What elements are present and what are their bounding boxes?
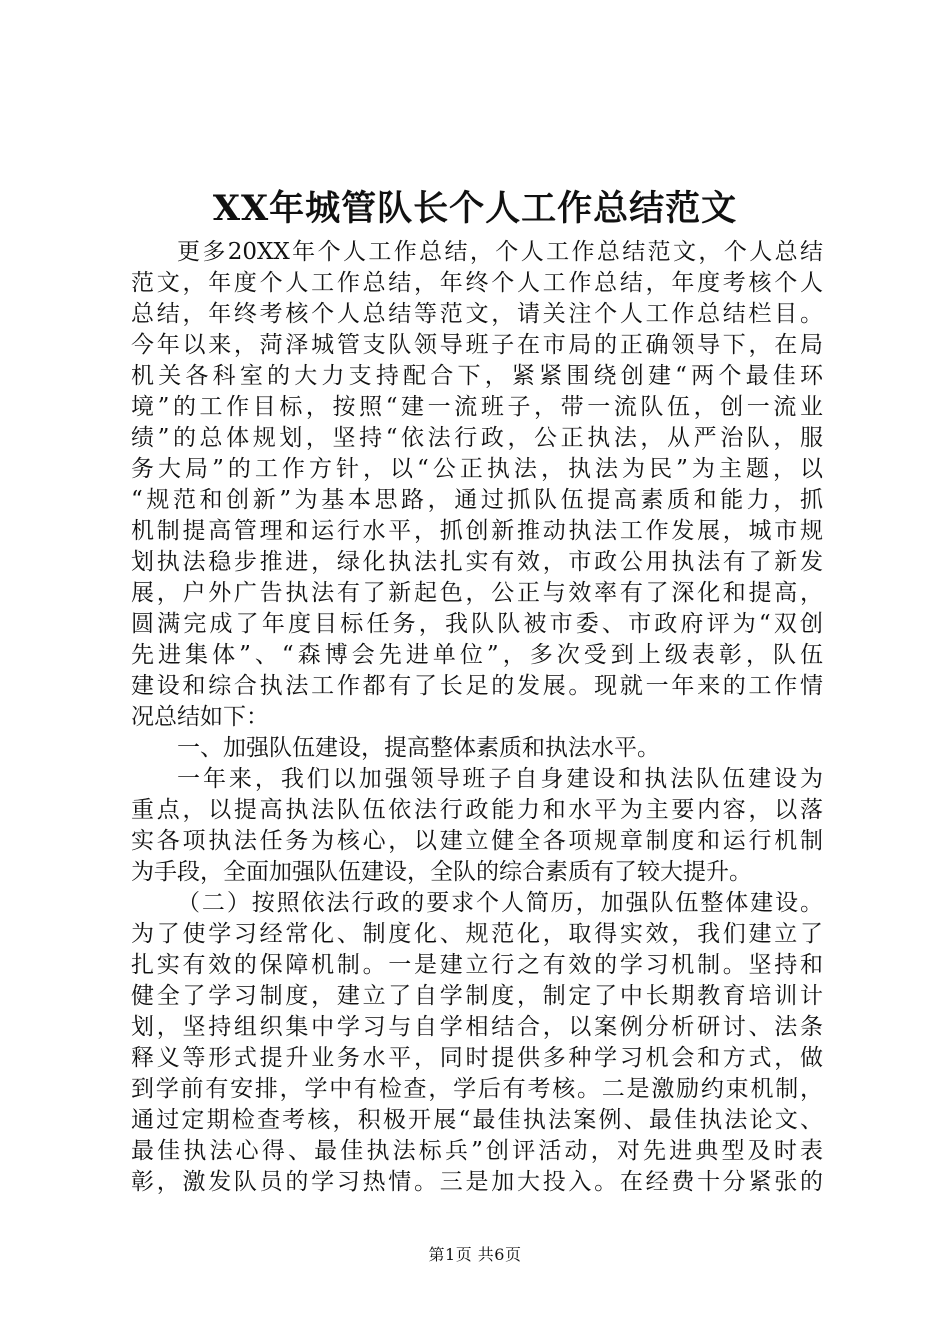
paragraph-line: 释义等形式提升业务水平，同时提供多种学习机会和方式，做 (131, 1045, 823, 1071)
paragraph-line: 通过定期检查考核，积极开展“最佳执法案例、最佳执法论文、 (131, 1107, 823, 1133)
section-heading: （二）按照依法行政的要求个人简历，加强队伍整体建设。 (177, 890, 823, 916)
paragraph-line: 到学前有安排，学中有检查，学后有考核。二是激励约束机制， (131, 1076, 823, 1102)
document-title: XX年城管队长个人工作总结范文 (212, 188, 738, 229)
paragraph-line: 机关各科室的大力支持配合下，紧紧围绕创建“两个最佳环 (131, 363, 823, 389)
paragraph-line: 圆满完成了年度目标任务，我队队被市委、市政府评为“双创 (131, 611, 823, 637)
paragraph-line: 务大局”的工作方针，以“公正执法，执法为民”为主题，以 (131, 456, 823, 482)
paragraph-line: 范文，年度个人工作总结，年终个人工作总结，年度考核个人 (131, 270, 823, 296)
paragraph-line: 展，户外广告执法有了新起色，公正与效率有了深化和提高， (131, 580, 823, 606)
paragraph-line: 一年来，我们以加强领导班子自身建设和执法队伍建设为 (177, 766, 823, 792)
section-heading: 一、加强队伍建设，提高整体素质和执法水平。 (177, 735, 660, 761)
paragraph-line: 境”的工作目标，按照“建一流班子，带一流队伍，创一流业 (131, 394, 823, 420)
paragraph-line: 重点，以提高执法队伍依法行政能力和水平为主要内容，以落 (131, 797, 823, 823)
paragraph-line: 划执法稳步推进，绿化执法扎实有效，市政公用执法有了新发 (131, 549, 823, 575)
page-number-footer: 第1页 共6页 (428, 1245, 522, 1264)
paragraph-line: 今年以来，菏泽城管支队领导班子在市局的正确领导下，在局 (131, 332, 823, 358)
paragraph-line: 为手段，全面加强队伍建设，全队的综合素质有了较大提升。 (131, 859, 752, 885)
paragraph-line: 划，坚持组织集中学习与自学相结合，以案例分析研讨、法条 (131, 1014, 823, 1040)
paragraph-line: 建设和综合执法工作都有了长足的发展。现就一年来的工作情 (131, 673, 823, 699)
paragraph-line: 机制提高管理和运行水平，抓创新推动执法工作发展，城市规 (131, 518, 823, 544)
paragraph-line: 先进集体”、“森博会先进单位”，多次受到上级表彰，队伍 (131, 642, 823, 668)
paragraph-line: 最佳执法心得、最佳执法标兵”创评活动，对先进典型及时表 (131, 1138, 823, 1164)
paragraph-line: 彰，激发队员的学习热情。三是加大投入。在经费十分紧张的 (131, 1169, 823, 1195)
paragraph-line: 扎实有效的保障机制。一是建立行之有效的学习机制。坚持和 (131, 952, 823, 978)
paragraph-line: “规范和创新”为基本思路，通过抓队伍提高素质和能力，抓 (131, 487, 823, 513)
paragraph-line: 健全了学习制度，建立了自学制度，制定了中长期教育培训计 (131, 983, 823, 1009)
paragraph-line: 为了使学习经常化、制度化、规范化，取得实效，我们建立了 (131, 921, 823, 947)
paragraph-line: 实各项执法任务为核心，以建立健全各项规章制度和运行机制 (131, 828, 823, 854)
document-body (131, 237, 823, 1198)
paragraph-line: 况总结如下： (131, 704, 269, 730)
paragraph-line: 总结，年终考核个人总结等范文，请关注个人工作总结栏目。 (131, 301, 823, 327)
paragraph-line: 更多20XX年个人工作总结，个人工作总结范文，个人总结 (177, 239, 823, 265)
paragraph-line: 绩”的总体规划，坚持“依法行政，公正执法，从严治队，服 (131, 425, 823, 451)
